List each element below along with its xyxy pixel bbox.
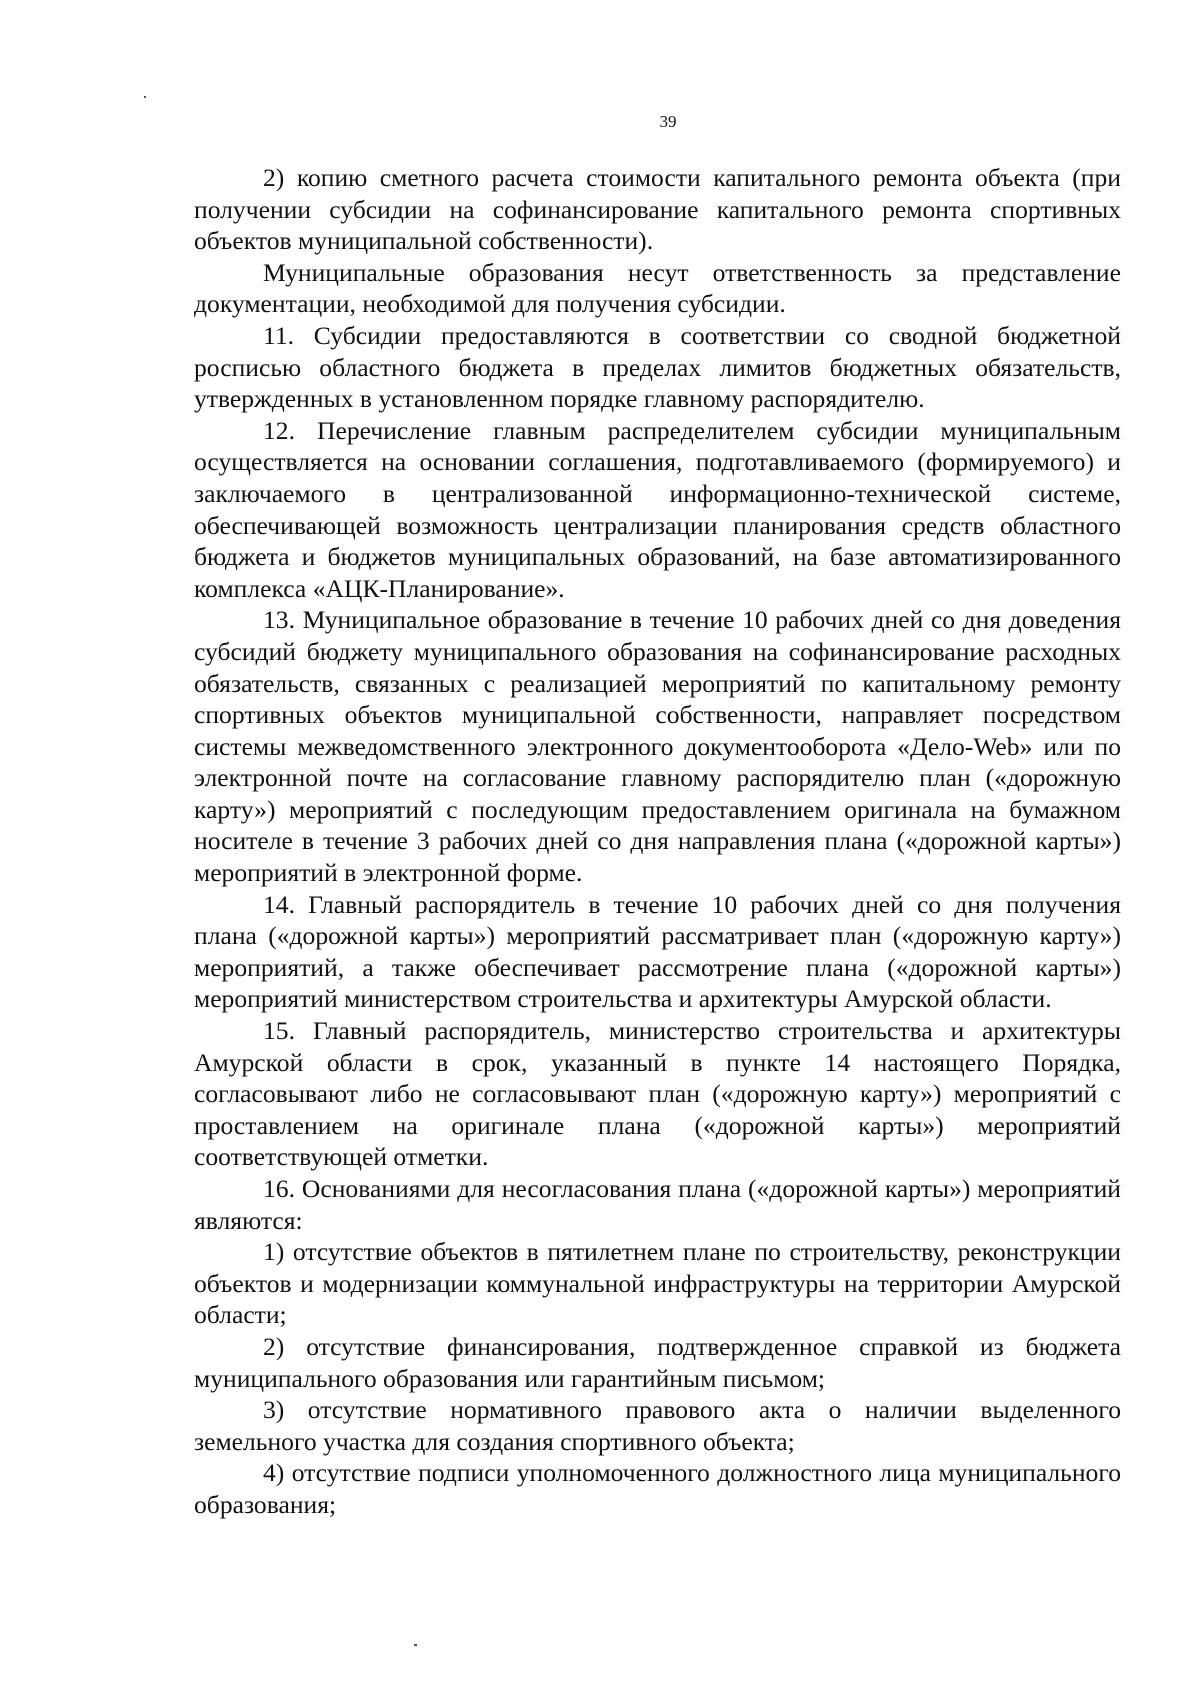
list-item-1: 1) отсутствие объектов в пятилетнем плане по строительству, реконструкции объектов и модернизации коммунальной инфраструктуры на территории Амурской области;	[194, 1237, 1121, 1330]
list-item-2: 2) отсутствие финансирования, подтвержденное справкой из бюджета муниципального образования или гарантийным письмом;	[194, 1331, 1121, 1393]
paragraph-13: 13. Муниципальное образование в течение 10 рабочих дней со дня доведения субсидий бюджету муниципального образования на софинансирование расходных обязательств, связанных с реализацией мероприятий по капитальному ремонту спортивных объектов муниципальной собственности, направляет посредством системы межведомственного электронного документооборота «Дело-Web» или по электронной почте на согласование главному распорядителю план («дорожную карту») мероприятий с последующим предоставлением оригинала на бумажном носителе в течение 3 рабочих дней со дня направления плана («дорожной карты») мероприятий в электронной форме.	[194, 605, 1121, 888]
paragraph-16: 16. Основаниями для несогласования плана («дорожной карты») мероприятий являются:	[194, 1174, 1121, 1235]
paragraph-11: 11. Субсидии предоставляются в соответствии со сводной бюджетной росписью областного бюджета в пределах лимитов бюджетных обязательств, утвержденных в установленном порядке главному распорядителю.	[194, 320, 1121, 414]
list-item-3: 3) отсутствие нормативного правового акта о наличии выделенного земельного участка для создания спортивного объекта;	[194, 1395, 1121, 1456]
scan-artifact	[414, 1644, 417, 1646]
paragraph-estimate-copy: 2) копию сметного расчета стоимости капитального ремонта объекта (при получении субсидии на софинансирование капитального ремонта спортивных объектов муниципальной собственности).	[194, 163, 1121, 256]
paragraph-12: 12. Перечисление главным распределителем субсидии муниципальным осуществляется на основании соглашения, подготавливаемого (формируемого) и заключаемого в централизованной информационно-технической системе, обеспечивающей возможность централизации планирования средств областного бюджета и бюджетов муниципальных образований, на базе автоматизированного комплекса «АЦК-Планирование».	[194, 415, 1121, 603]
paragraph-14: 14. Главный распорядитель в течение 10 рабочих дней со дня получения плана («дорожной карты») мероприятий рассматривает план («дорожную карту») мероприятий, а также обеспечивает рассмотрение плана («дорожной карты») мероприятий министерством строительства и архитектуры Амурской области.	[194, 889, 1121, 1014]
document-body	[194, 162, 1121, 1521]
list-item-4: 4) отсутствие подписи уполномоченного должностного лица муниципального образования;	[194, 1458, 1121, 1519]
page-number: 39	[659, 112, 677, 131]
scan-artifact	[144, 96, 146, 98]
paragraph-15: 15. Главный распорядитель, министерство строительства и архитектуры Амурской области в срок, указанный в пункте 14 настоящего Порядка, согласовывают либо не согласовывают план («дорожную карту») мероприятий с проставлением на оригинале плана («дорожной карты») мероприятий соответствующей отметки.	[194, 1016, 1121, 1172]
paragraph-responsibility: Муниципальные образования несут ответственность за представление документации, необходимой для получения субсидии.	[194, 257, 1121, 319]
